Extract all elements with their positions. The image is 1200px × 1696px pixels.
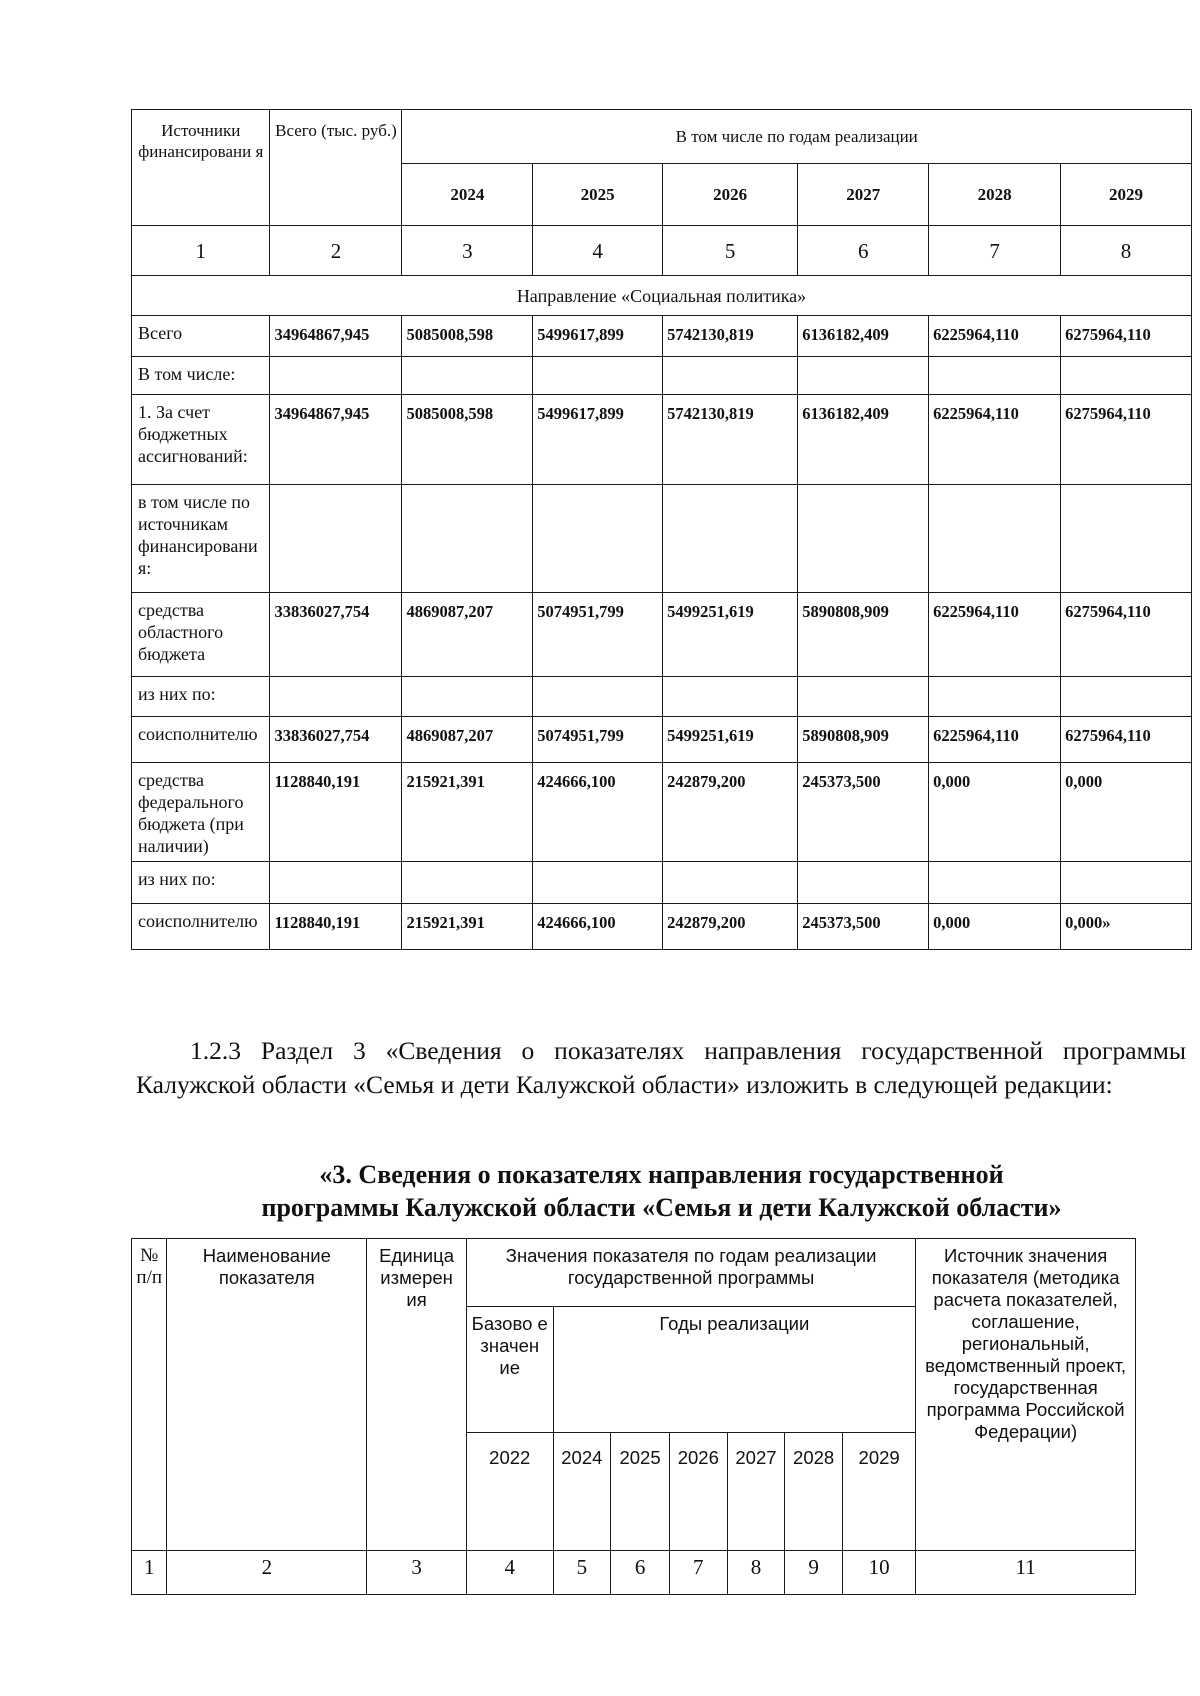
col-number: 6 — [611, 1551, 670, 1595]
row-value — [533, 677, 663, 717]
row-value — [533, 862, 663, 904]
col-number: 3 — [367, 1551, 467, 1595]
row-value: 6225964,110 — [929, 395, 1061, 485]
row-value — [402, 677, 533, 717]
row-value — [1061, 357, 1192, 395]
row-value: 33836027,754 — [270, 593, 402, 677]
row-value: 33836027,754 — [270, 717, 402, 763]
row-label: из них по: — [132, 677, 270, 717]
row-value: 1128840,191 — [270, 904, 402, 950]
row-value: 5499617,899 — [533, 395, 663, 485]
header-source: Источники финансировани я — [132, 110, 270, 226]
header-year: 2026 — [669, 1433, 727, 1551]
row-value: 6136182,409 — [798, 316, 929, 357]
row-label: соисполнителю — [132, 904, 270, 950]
col-number: 8 — [727, 1551, 785, 1595]
col-number: 4 — [533, 226, 663, 276]
row-value — [402, 357, 533, 395]
row-value — [798, 862, 929, 904]
row-label: из них по: — [132, 862, 270, 904]
row-value: 242879,200 — [663, 904, 798, 950]
col-number: 5 — [663, 226, 798, 276]
row-value: 5074951,799 — [533, 717, 663, 763]
row-value: 215921,391 — [402, 763, 533, 862]
row-label: соисполнителю — [132, 717, 270, 763]
row-label: средства областного бюджета — [132, 593, 270, 677]
row-value — [929, 357, 1061, 395]
row-value — [798, 357, 929, 395]
col-number: 7 — [929, 226, 1061, 276]
col-number: 11 — [916, 1551, 1136, 1595]
row-value: 4869087,207 — [402, 717, 533, 763]
header-total: Всего (тыс. руб.) — [270, 110, 402, 226]
row-label: Всего — [132, 316, 270, 357]
financing-table — [131, 109, 1192, 950]
row-value: 6136182,409 — [798, 395, 929, 485]
section-title-line: программы Калужской области «Семья и дети Калужской области» — [261, 1193, 1062, 1222]
row-label: средства федерального бюджета (при наличии) — [132, 763, 270, 862]
header-year: 2028 — [785, 1433, 843, 1551]
row-value — [663, 357, 798, 395]
header-num: № п/п — [132, 1239, 167, 1551]
row-value: 0,000 — [929, 763, 1061, 862]
paragraph-line: 1.2.3 Раздел 3 «Сведения о показателях направления государственной программы — [190, 1036, 1186, 1065]
col-number: 4 — [466, 1551, 553, 1595]
financing-row — [132, 593, 1192, 677]
financing-rows — [132, 316, 1192, 950]
section-title-line: «3. Сведения о показателях направления государственной — [319, 1160, 1004, 1189]
col-number: 8 — [1061, 226, 1192, 276]
row-value: 6225964,110 — [929, 593, 1061, 677]
col-number: 6 — [798, 226, 929, 276]
row-value: 5499617,899 — [533, 316, 663, 357]
row-value — [798, 677, 929, 717]
indicators-col-numbers — [132, 1551, 1136, 1595]
header-year: 2024 — [402, 164, 533, 226]
header-values-by-years: Значения показателя по годам реализации государственной программы — [466, 1239, 915, 1307]
row-value — [402, 862, 533, 904]
row-value — [533, 357, 663, 395]
col-number: 1 — [132, 1551, 167, 1595]
col-number: 1 — [132, 226, 270, 276]
row-value — [929, 485, 1061, 593]
header-year: 2029 — [1061, 164, 1192, 226]
row-value — [533, 485, 663, 593]
row-value: 424666,100 — [533, 904, 663, 950]
row-value — [663, 485, 798, 593]
row-value: 5742130,819 — [663, 395, 798, 485]
header-name: Наименование показателя — [167, 1239, 367, 1551]
row-value: 34964867,945 — [270, 316, 402, 357]
row-value: 6275964,110 — [1061, 717, 1192, 763]
row-value: 5890808,909 — [798, 593, 929, 677]
col-number: 10 — [842, 1551, 915, 1595]
col-number: 7 — [669, 1551, 727, 1595]
financing-row — [132, 677, 1192, 717]
header-year: 2026 — [663, 164, 798, 226]
row-value: 5890808,909 — [798, 717, 929, 763]
row-value: 5499251,619 — [663, 717, 798, 763]
col-number: 2 — [270, 226, 402, 276]
row-label: 1. За счет бюджетных ассигнований: — [132, 395, 270, 485]
row-value — [1061, 862, 1192, 904]
row-value: 6275964,110 — [1061, 316, 1192, 357]
row-value — [270, 485, 402, 593]
row-value — [1061, 677, 1192, 717]
row-value: 5742130,819 — [663, 316, 798, 357]
col-number: 2 — [167, 1551, 367, 1595]
row-value: 6225964,110 — [929, 316, 1061, 357]
row-value — [929, 862, 1061, 904]
header-base-value: Базово е значен ие — [466, 1307, 553, 1433]
header-year: 2025 — [533, 164, 663, 226]
row-value: 6275964,110 — [1061, 395, 1192, 485]
row-value: 0,000» — [1061, 904, 1192, 950]
row-value: 1128840,191 — [270, 763, 402, 862]
row-value — [270, 357, 402, 395]
header-year: 2028 — [929, 164, 1061, 226]
row-value: 5074951,799 — [533, 593, 663, 677]
section-heading: Направление «Социальная политика» — [132, 276, 1192, 316]
header-year: 2027 — [798, 164, 929, 226]
header-year: 2027 — [727, 1433, 785, 1551]
financing-row — [132, 316, 1192, 357]
col-number: 5 — [553, 1551, 611, 1595]
row-value — [402, 485, 533, 593]
financing-row — [132, 485, 1192, 593]
row-value: 6275964,110 — [1061, 593, 1192, 677]
row-value: 5085008,598 — [402, 395, 533, 485]
row-value: 245373,500 — [798, 763, 929, 862]
row-value: 6225964,110 — [929, 717, 1061, 763]
col-number: 3 — [402, 226, 533, 276]
row-value — [270, 677, 402, 717]
indicators-table — [131, 1238, 1136, 1595]
row-value: 5499251,619 — [663, 593, 798, 677]
financing-row — [132, 717, 1192, 763]
row-value: 5085008,598 — [402, 316, 533, 357]
header-base-year: 2022 — [466, 1433, 553, 1551]
row-value: 4869087,207 — [402, 593, 533, 677]
financing-row — [132, 357, 1192, 395]
row-value — [929, 677, 1061, 717]
header-unit: Единица измерен ия — [367, 1239, 467, 1551]
header-year: 2029 — [842, 1433, 915, 1551]
paragraph-line: Калужской области «Семья и дети Калужской области» изложить в следующей редакции: — [136, 1070, 1113, 1099]
row-value: 215921,391 — [402, 904, 533, 950]
row-value: 34964867,945 — [270, 395, 402, 485]
financing-row — [132, 395, 1192, 485]
row-value: 242879,200 — [663, 763, 798, 862]
row-value — [798, 485, 929, 593]
amendment-paragraph — [136, 1034, 1186, 1102]
row-value: 0,000 — [1061, 763, 1192, 862]
row-value — [663, 862, 798, 904]
header-year: 2025 — [611, 1433, 670, 1551]
row-value — [270, 862, 402, 904]
row-value: 0,000 — [929, 904, 1061, 950]
header-year: 2024 — [553, 1433, 611, 1551]
header-by-years: В том числе по годам реализации — [402, 110, 1192, 164]
financing-row — [132, 862, 1192, 904]
row-value — [1061, 485, 1192, 593]
row-value: 245373,500 — [798, 904, 929, 950]
section-title — [131, 1158, 1192, 1224]
financing-row — [132, 763, 1192, 862]
col-number: 9 — [785, 1551, 843, 1595]
financing-row — [132, 904, 1192, 950]
header-years-of-implementation: Годы реализации — [553, 1307, 916, 1433]
row-value: 424666,100 — [533, 763, 663, 862]
row-label: в том числе по источникам финансировани я: — [132, 485, 270, 593]
header-source: Источник значения показателя (методика расчета показателей, соглашение, региональный, ведомственный проект, государственная программа Российской Федерации) — [916, 1239, 1136, 1551]
row-label: В том числе: — [132, 357, 270, 395]
row-value — [663, 677, 798, 717]
